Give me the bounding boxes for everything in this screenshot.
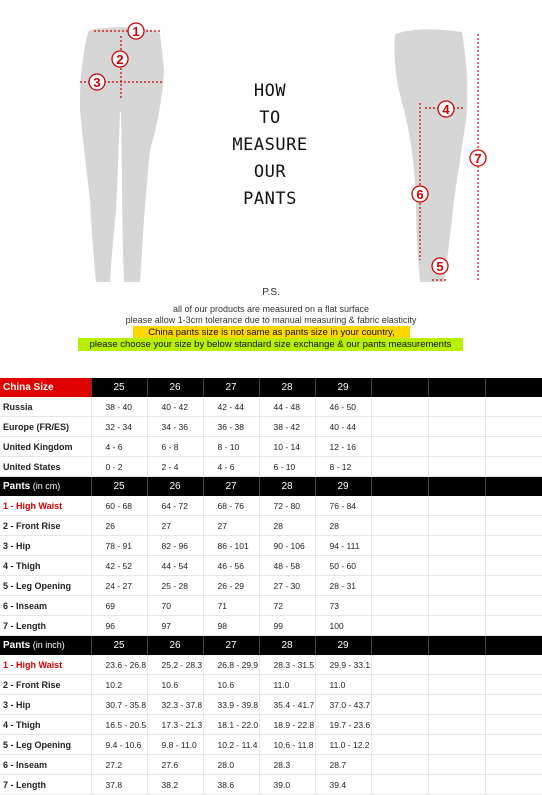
table-cell: 38.6: [203, 775, 259, 795]
empty-cell: [371, 397, 428, 417]
table-cell: 82 - 96: [147, 536, 203, 556]
row-label: 1 - High Waist: [0, 655, 91, 675]
marker-6: 6: [416, 187, 424, 202]
table-row: [0, 715, 542, 735]
row-label: Europe (FR/ES): [0, 417, 91, 437]
size-header-cell: 27: [203, 477, 259, 497]
row-label: 6 - Inseam: [0, 596, 91, 616]
table-cell: 34 - 36: [147, 417, 203, 437]
table-header-unit: (in cm): [30, 481, 61, 491]
empty-cell: [428, 496, 485, 516]
empty-header-cell: [371, 636, 428, 656]
table-cell: 38 - 40: [91, 397, 147, 417]
size-header-cell: 27: [203, 636, 259, 656]
empty-cell: [485, 675, 542, 695]
row-label: 6 - Inseam: [0, 755, 91, 775]
row-label: 5 - Leg Opening: [0, 576, 91, 596]
empty-cell: [485, 496, 542, 516]
table-row: [0, 437, 542, 457]
empty-cell: [371, 755, 428, 775]
table-cell: 8 - 12: [315, 457, 371, 477]
table-cell: 32.3 - 37.8: [147, 695, 203, 715]
row-label: 2 - Front Rise: [0, 516, 91, 536]
row-label: 3 - Hip: [0, 695, 91, 715]
empty-cell: [371, 457, 428, 477]
empty-cell: [371, 536, 428, 556]
table-cell: 6 - 8: [147, 437, 203, 457]
empty-cell: [485, 417, 542, 437]
table-cell: 25 - 28: [147, 576, 203, 596]
size-header-cell: 25: [91, 378, 147, 397]
size-chart-table: [0, 378, 542, 795]
empty-cell: [428, 695, 485, 715]
table-cell: 9.8 - 11.0: [147, 735, 203, 755]
table-cell: 96: [91, 616, 147, 636]
empty-cell: [371, 516, 428, 536]
table-cell: 26 - 29: [203, 576, 259, 596]
highlight-yellow: China pants size is not same as pants size in your country,: [133, 326, 410, 339]
table-cell: 60 - 68: [91, 496, 147, 516]
empty-cell: [485, 755, 542, 775]
table-cell: 28.7: [315, 755, 371, 775]
table-cell: 42 - 44: [203, 397, 259, 417]
table-cell: 42 - 52: [91, 556, 147, 576]
table-cell: 18.1 - 22.0: [203, 715, 259, 735]
empty-cell: [428, 616, 485, 636]
table-cell: 94 - 111: [315, 536, 371, 556]
empty-cell: [485, 775, 542, 795]
size-header-cell: 29: [315, 477, 371, 497]
table-row: [0, 516, 542, 536]
empty-cell: [371, 775, 428, 795]
size-header-cell: 28: [259, 477, 315, 497]
table-cell: 23.6 - 26.8: [91, 655, 147, 675]
table-cell: 27: [147, 516, 203, 536]
table-cell: 4 - 6: [203, 457, 259, 477]
table-cell: 10.2 - 11.4: [203, 735, 259, 755]
empty-header-cell: [485, 636, 542, 656]
empty-header-cell: [485, 477, 542, 497]
empty-cell: [371, 496, 428, 516]
table-cell: 11.0: [259, 675, 315, 695]
table-header-label: Pants (in cm): [0, 477, 91, 497]
table-row: [0, 457, 542, 477]
empty-cell: [428, 576, 485, 596]
empty-cell: [485, 735, 542, 755]
empty-cell: [428, 417, 485, 437]
table-cell: 29.9 - 33.1: [315, 655, 371, 675]
table-header-unit: (in inch): [30, 640, 65, 650]
table-cell: 18.9 - 22.8: [259, 715, 315, 735]
table-cell: 19.7 - 23.6: [315, 715, 371, 735]
empty-cell: [485, 576, 542, 596]
table-cell: 73: [315, 596, 371, 616]
empty-cell: [485, 437, 542, 457]
row-label: 3 - Hip: [0, 536, 91, 556]
table-cell: 28.3: [259, 755, 315, 775]
table-row: [0, 655, 542, 675]
table-cell: 48 - 58: [259, 556, 315, 576]
empty-cell: [428, 516, 485, 536]
table-cell: 27 - 30: [259, 576, 315, 596]
table-cell: 72 - 80: [259, 496, 315, 516]
table-row: [0, 596, 542, 616]
table-cell: 32 - 34: [91, 417, 147, 437]
marker-4: 4: [442, 102, 450, 117]
empty-cell: [428, 437, 485, 457]
table-cell: 27.6: [147, 755, 203, 775]
empty-cell: [428, 457, 485, 477]
table-cell: 24 - 27: [91, 576, 147, 596]
table-header-label: Pants (in inch): [0, 636, 91, 656]
marker-1: 1: [132, 24, 140, 39]
note-line-2: please allow 1-3cm tolerance due to manual measuring & fabric elasticity: [125, 315, 417, 325]
row-label: United Kingdom: [0, 437, 91, 457]
table-header-row: [0, 636, 542, 656]
table-row: [0, 397, 542, 417]
size-header-cell: 27: [203, 378, 259, 397]
table-cell: 26.8 - 29.9: [203, 655, 259, 675]
marker-3: 3: [93, 75, 101, 90]
side-pants-shape: [394, 29, 467, 282]
empty-header-cell: [428, 636, 485, 656]
highlight-green: please choose your size by below standard size exchange & our pants measurements: [78, 338, 463, 351]
size-header-cell: 28: [259, 636, 315, 656]
table-row: [0, 735, 542, 755]
empty-cell: [428, 655, 485, 675]
table-cell: 100: [315, 616, 371, 636]
marker-7: 7: [474, 151, 482, 166]
empty-cell: [485, 556, 542, 576]
empty-cell: [371, 576, 428, 596]
empty-cell: [428, 715, 485, 735]
table-cell: 28.3 - 31.5: [259, 655, 315, 675]
table-cell: 11.0: [315, 675, 371, 695]
empty-header-cell: [371, 378, 428, 397]
table-cell: 76 - 84: [315, 496, 371, 516]
empty-header-cell: [485, 378, 542, 397]
row-label: 2 - Front Rise: [0, 675, 91, 695]
measure-illustration: [0, 0, 542, 374]
empty-header-cell: [428, 378, 485, 397]
size-header-cell: 26: [147, 477, 203, 497]
table-cell: 33.9 - 39.8: [203, 695, 259, 715]
empty-cell: [428, 596, 485, 616]
row-label: Russia: [0, 397, 91, 417]
table-cell: 28: [259, 516, 315, 536]
table-cell: 0 - 2: [91, 457, 147, 477]
empty-cell: [428, 536, 485, 556]
table-row: [0, 775, 542, 795]
table-cell: 40 - 44: [315, 417, 371, 437]
table-cell: 16.5 - 20.5: [91, 715, 147, 735]
empty-cell: [428, 397, 485, 417]
table-cell: 99: [259, 616, 315, 636]
table-row: [0, 616, 542, 636]
empty-cell: [485, 695, 542, 715]
table-row: [0, 536, 542, 556]
table-cell: 27.2: [91, 755, 147, 775]
table-header-row: [0, 378, 542, 397]
table-row: [0, 496, 542, 516]
empty-cell: [485, 596, 542, 616]
table-cell: 10 - 14: [259, 437, 315, 457]
marker-2: 2: [116, 52, 124, 67]
size-header-cell: 25: [91, 636, 147, 656]
row-label: 7 - Length: [0, 775, 91, 795]
table-cell: 10.2: [91, 675, 147, 695]
table-cell: 68 - 76: [203, 496, 259, 516]
table-row: [0, 417, 542, 437]
row-label: 4 - Thigh: [0, 715, 91, 735]
row-label: 1 - High Waist: [0, 496, 91, 516]
table-cell: 46 - 56: [203, 556, 259, 576]
table-cell: 40 - 42: [147, 397, 203, 417]
table-cell: 38 - 42: [259, 417, 315, 437]
empty-cell: [428, 775, 485, 795]
empty-cell: [485, 655, 542, 675]
table-cell: 11.0 - 12.2: [315, 735, 371, 755]
table-cell: 8 - 10: [203, 437, 259, 457]
empty-cell: [371, 417, 428, 437]
size-header-cell: 29: [315, 636, 371, 656]
table-cell: 38.2: [147, 775, 203, 795]
empty-cell: [371, 655, 428, 675]
note-line-1: all of our products are measured on a flat surface: [172, 304, 370, 314]
empty-cell: [428, 675, 485, 695]
table-cell: 35.4 - 41.7: [259, 695, 315, 715]
table-cell: 10.6: [147, 675, 203, 695]
empty-header-cell: [428, 477, 485, 497]
table-cell: 98: [203, 616, 259, 636]
empty-cell: [485, 457, 542, 477]
empty-cell: [428, 556, 485, 576]
how-to-measure-heading: HOW TO MEASURE OUR PANTS: [232, 81, 308, 209]
row-label: 5 - Leg Opening: [0, 735, 91, 755]
table-cell: 26: [91, 516, 147, 536]
table-cell: 46 - 50: [315, 397, 371, 417]
size-header-cell: 25: [91, 477, 147, 497]
size-header-cell: 28: [259, 378, 315, 397]
table-cell: 44 - 48: [259, 397, 315, 417]
empty-cell: [371, 556, 428, 576]
table-cell: 6 - 10: [259, 457, 315, 477]
table-cell: 69: [91, 596, 147, 616]
empty-cell: [371, 437, 428, 457]
table-row: [0, 576, 542, 596]
table-cell: 72: [259, 596, 315, 616]
table-cell: 37.8: [91, 775, 147, 795]
ps-label: P.S.: [262, 287, 280, 298]
empty-cell: [485, 536, 542, 556]
table-cell: 97: [147, 616, 203, 636]
table-cell: 28: [315, 516, 371, 536]
empty-cell: [485, 516, 542, 536]
table-cell: 71: [203, 596, 259, 616]
empty-cell: [485, 397, 542, 417]
table-row: [0, 675, 542, 695]
table-cell: 37.0 - 43.7: [315, 695, 371, 715]
marker-5: 5: [436, 259, 444, 274]
table-cell: 78 - 91: [91, 536, 147, 556]
table-cell: 36 - 38: [203, 417, 259, 437]
table-cell: 28.0: [203, 755, 259, 775]
table-cell: 12 - 16: [315, 437, 371, 457]
size-header-cell: 26: [147, 636, 203, 656]
row-label: 4 - Thigh: [0, 556, 91, 576]
empty-cell: [371, 596, 428, 616]
table-cell: 10.6: [203, 675, 259, 695]
table-header-row: [0, 477, 542, 497]
table-cell: 39.4: [315, 775, 371, 795]
size-header-cell: 29: [315, 378, 371, 397]
empty-cell: [428, 755, 485, 775]
size-header-cell: 26: [147, 378, 203, 397]
table-cell: 90 - 106: [259, 536, 315, 556]
empty-header-cell: [371, 477, 428, 497]
table-cell: 28 - 31: [315, 576, 371, 596]
table-cell: 27: [203, 516, 259, 536]
empty-cell: [371, 695, 428, 715]
table-cell: 39.0: [259, 775, 315, 795]
empty-cell: [485, 616, 542, 636]
empty-cell: [371, 616, 428, 636]
table-cell: 64 - 72: [147, 496, 203, 516]
empty-cell: [485, 715, 542, 735]
table-cell: 17.3 - 21.3: [147, 715, 203, 735]
table-row: [0, 755, 542, 775]
empty-cell: [371, 675, 428, 695]
table-cell: 44 - 54: [147, 556, 203, 576]
empty-cell: [371, 735, 428, 755]
table-cell: 4 - 6: [91, 437, 147, 457]
table-cell: 50 - 60: [315, 556, 371, 576]
table-row: [0, 695, 542, 715]
table-cell: 70: [147, 596, 203, 616]
table-cell: 30.7 - 35.8: [91, 695, 147, 715]
table-cell: 9.4 - 10.6: [91, 735, 147, 755]
table-cell: 10.6 - 11.8: [259, 735, 315, 755]
table-cell: 25.2 - 28.3: [147, 655, 203, 675]
empty-cell: [371, 715, 428, 735]
table-cell: 86 - 101: [203, 536, 259, 556]
row-label: 7 - Length: [0, 616, 91, 636]
row-label: United States: [0, 457, 91, 477]
table-row: [0, 556, 542, 576]
table-cell: 2 - 4: [147, 457, 203, 477]
empty-cell: [428, 735, 485, 755]
table-header-label: China Size: [0, 378, 91, 397]
